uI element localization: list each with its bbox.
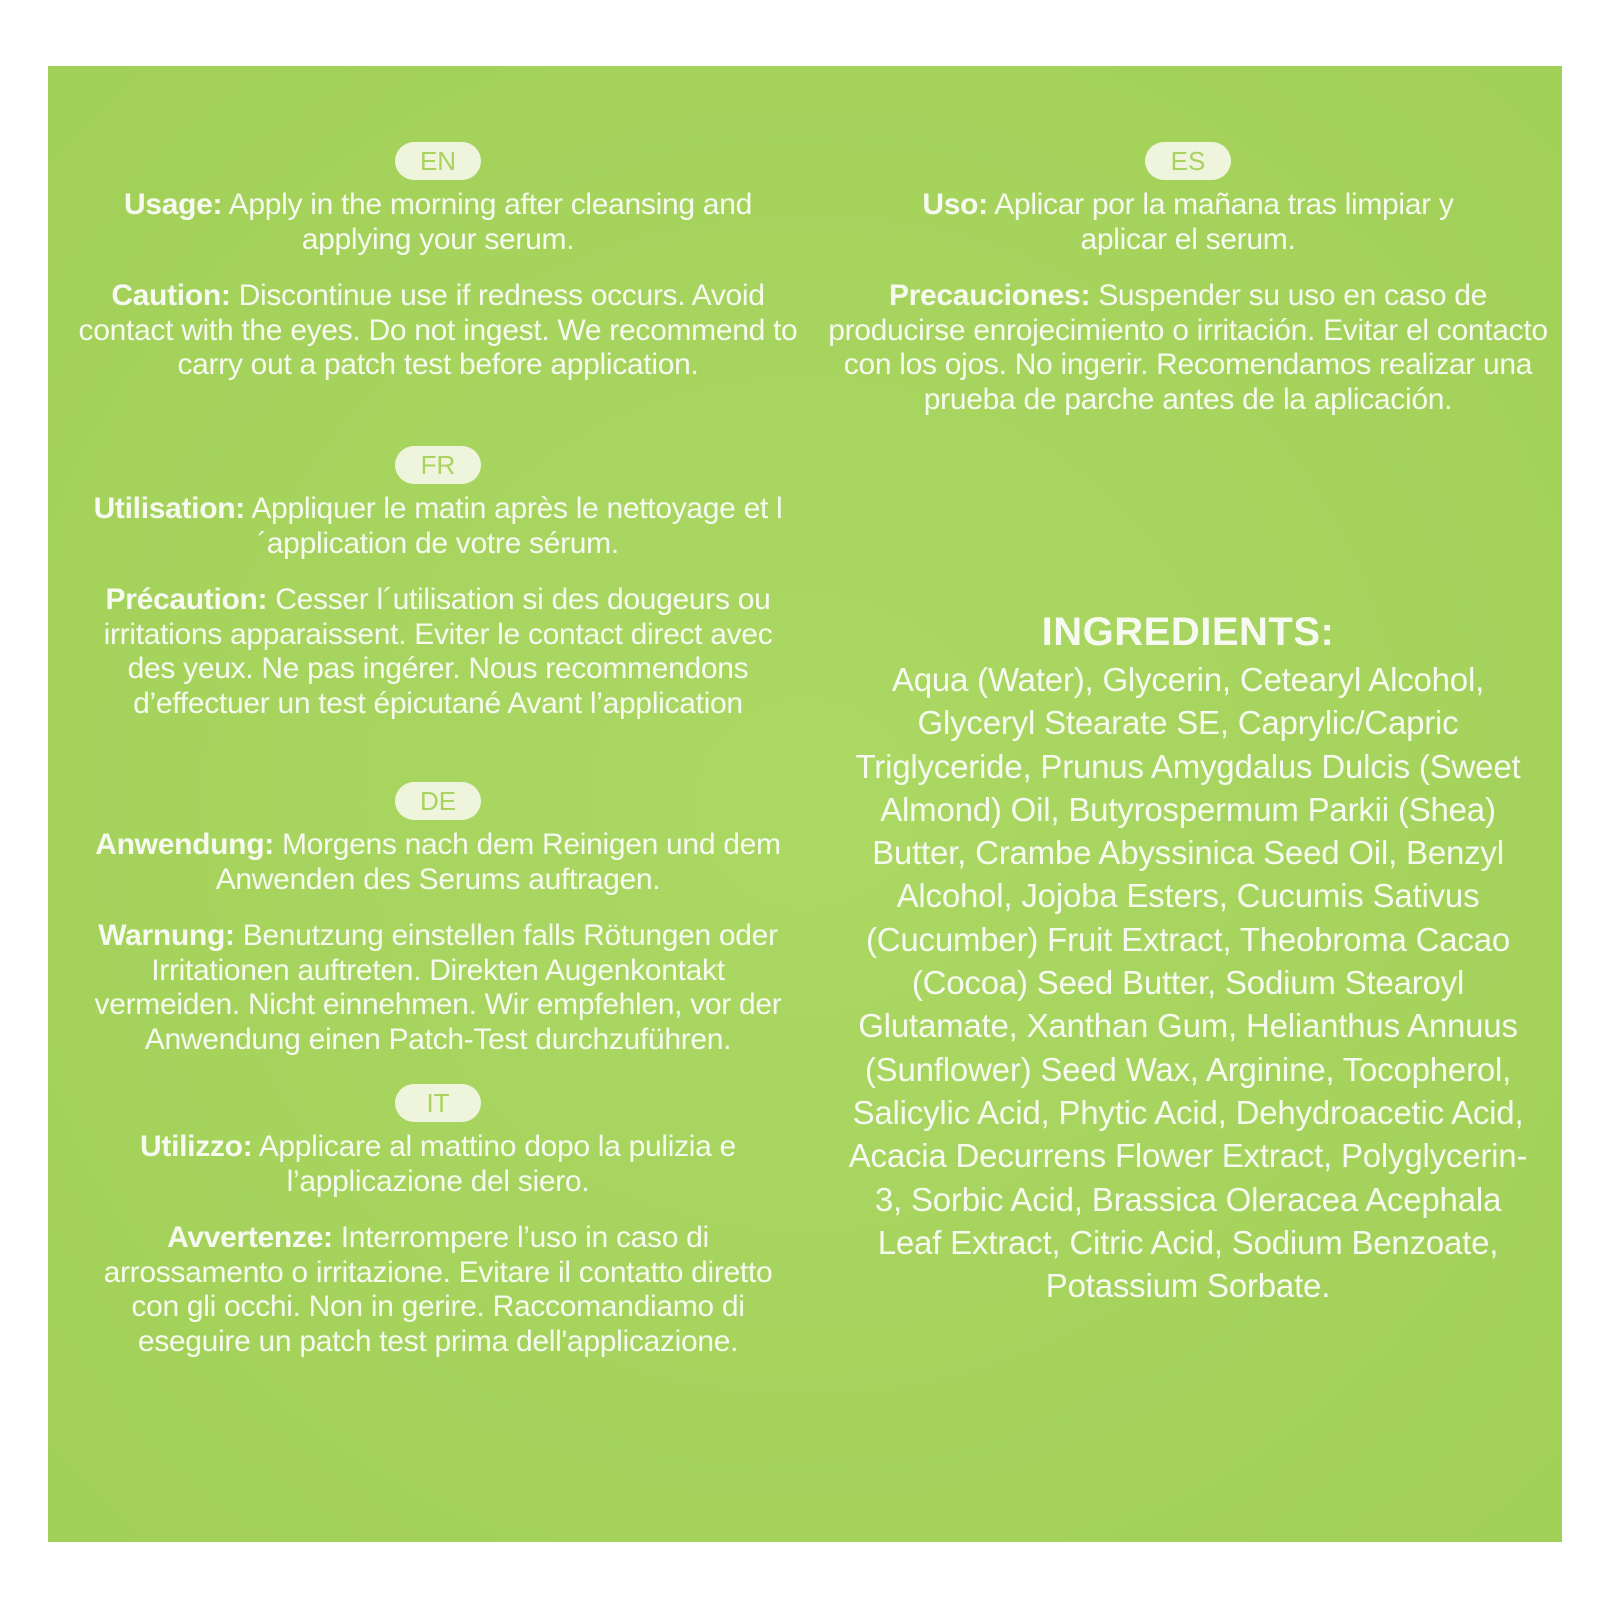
usage-label-it: Utilizzo:: [140, 1130, 253, 1163]
caution-it: [78, 1221, 798, 1359]
usage-text-es: Aplicar por la mañana tras limpiar y aplicar el serum.: [987, 188, 1454, 256]
lang-badge-en: EN: [395, 142, 481, 180]
caution-es: [828, 279, 1548, 417]
usage-label-en: Usage:: [124, 188, 223, 221]
section-fr: [78, 446, 798, 721]
ingredients-list: Aqua (Water), Glycerin, Cetearyl Alcohol, Glyceryl Stearate SE, Caprylic/Capric Triglyceride, Prunus Amygdalus Dulcis (Sweet Almond) Oil, Butyrospermum Parkii (Shea) Butter, Crambe Abyssinica Seed Oil, Benzyl Alcohol, Jojoba Esters, Cucumis Sativus (Cucumber) Fruit Extract, Theobroma Cacao (Cocoa) Seed Butter, Sodium Stearoyl Glutamate, Xanthan Gum, Helianthus Annuus (Sunflower) Seed Wax, Arginine, Tocopherol, Salicylic Acid, Phytic Acid, Dehydroacetic Acid, Acacia Decurrens Flower Extract, Polyglycerin-3, Sorbic Acid, Brassica Oleracea Acephala Leaf Extract, Citric Acid, Sodium Benzoate, Potassium Sorbate.: [848, 661, 1528, 1305]
caution-text-de: Benutzung einstellen falls Rötungen oder Irritationen auftreten. Direkten Augenkontakt vermeiden. Nicht einnehmen. Wir empfehlen, vor der Anwendung einen Patch-Test durchzuführen.: [94, 919, 782, 1056]
usage-it: [78, 1130, 798, 1199]
section-en: [78, 142, 798, 383]
lang-badge-es: ES: [1145, 142, 1231, 180]
caution-fr: [78, 583, 798, 721]
lang-badge-fr: FR: [395, 446, 481, 484]
ingredients-title: INGREDIENTS:: [1041, 610, 1335, 654]
usage-fr: [78, 492, 798, 561]
lang-badge-it: IT: [395, 1084, 481, 1122]
section-ingredients: [828, 610, 1548, 1307]
section-es: [828, 142, 1548, 417]
caution-label-fr: Précaution:: [105, 583, 268, 616]
usage-text-it: Applicare al mattino dopo la pulizia e l’applicazione del siero.: [252, 1130, 736, 1198]
caution-label-en: Caution:: [111, 279, 231, 312]
usage-label-de: Anwendung:: [95, 828, 274, 861]
usage-de: [78, 828, 798, 897]
caution-text-fr: Cesser l´utilisation si des dougeurs ou irritations apparaissent. Eviter le contact direct avec des yeux. Ne pas ingérer. Nous recommendons d’effectuer un test épicutané Avant l’application: [103, 583, 773, 720]
caution-text-it: Interrompere l’uso in caso di arrossamento o irritazione. Evitare il contatto diretto con gli occhi. Non in gerire. Raccomandiamo di eseguire un patch test prima dell'applicazione.: [103, 1221, 773, 1358]
usage-es: [828, 188, 1548, 257]
lang-badge-de: DE: [395, 782, 481, 820]
caution-label-de: Warnung:: [98, 919, 235, 952]
usage-text-fr: Appliquer le matin après le nettoyage et l´application de votre sérum.: [244, 492, 783, 560]
caution-en: [78, 279, 798, 383]
usage-text-en: Apply in the morning after cleansing and applying your serum.: [222, 188, 752, 256]
caution-text-es: Suspender su uso en caso de producirse enrojecimiento o irritación. Evitar el contacto con los ojos. No ingerir. Recomendamos realizar una prueba de parche antes de la aplicación.: [828, 279, 1548, 416]
section-it: [78, 1084, 798, 1359]
caution-de: [78, 919, 798, 1057]
product-label-panel: [48, 66, 1562, 1542]
section-de: [78, 782, 798, 1057]
usage-en: [78, 188, 798, 257]
caution-label-it: Avvertenze:: [167, 1221, 333, 1254]
caution-text-en: Discontinue use if redness occurs. Avoid contact with the eyes. Do not ingest. We recommend to carry out a patch test before application.: [78, 279, 798, 381]
usage-label-fr: Utilisation:: [93, 492, 245, 525]
usage-text-de: Morgens nach dem Reinigen und dem Anwenden des Serums auftragen.: [215, 828, 781, 896]
usage-label-es: Uso:: [922, 188, 988, 221]
caution-label-es: Precauciones:: [888, 279, 1091, 312]
